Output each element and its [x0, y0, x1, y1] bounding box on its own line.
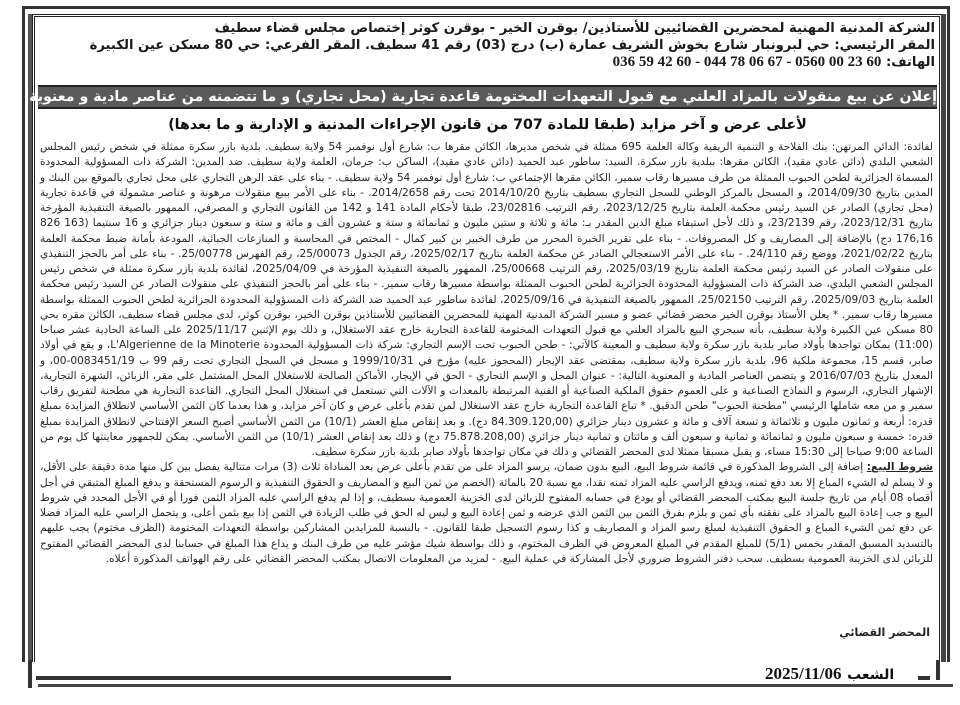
footer-rule-left	[36, 676, 451, 680]
notice-title: إعلان عن بيع منقولات بالمزاد العلني مع قبول التعهدات المختومة قاعدة تجارية (محل تجاري) و ما تتضمنه من عناصر مادية و معنوية	[29, 89, 937, 105]
notice-body	[40, 140, 933, 567]
signature: المحضر القضائي	[839, 626, 930, 639]
footer-border-left	[28, 660, 32, 688]
phone-label: الهاتف:	[885, 55, 935, 70]
footer-border-right	[936, 660, 940, 680]
notice-paragraph-conditions	[40, 460, 933, 567]
phone-numbers: 036 59 42 60 - 044 78 06 67 - 0560 00 23 60	[612, 54, 882, 70]
notice-paragraph-main: لفائدة: الدائن المرتهن: بنك الفلاحة و التنمية الريفية وكالة العلمة 695 ممثلة في شخص مديرها، الكائن مقرها ب: شارع أول نوفمبر 54 ولاية سطيف. بلدية بازر سكرة ممثلة في شخص رئيس المجلس الشعبي البلدي (دائن عادي مقيد)، الكائن مقرها: ببلدية بازر سكرة. السيد: ساطور عبد الحميد (دائن عادي مقيد)، الساكن ب: جرمان، العلمة ولاية سطيف. ضد المدين: الشركة ذات المسؤولية المحدودة المسماة الجزائرية لطحن الحبوب الممثلة من طرف مسيرها رقاب سمير، الكائن مقرها الإجتماعي ب: شارع أول نوفمبر 54 ولاية سطيف. - بناء على عقد الرهن التجاري على محل تجاري بالموقع بين البنك و المدين بتاريخ 2014/09/30، و المسجل بالمركز الوطني للسجل التجاري بسطيف بتاريخ 2014/10/20 تحت رقم 2014/2658. - بناء على الأمر ببيع منقولات مرهونة و عناصر مشمولة في قاعدة تجارية (محل تجاري) الصادر عن السيد رئيس محكمة العلمة بتاريخ 2023/12/25، رقم الترتيب 23/02816، طبقا لأحكام المادة 141 و 142 من القانون التجاري و المصرفي، الممهور بالصيغة التنفيذية المؤرخة بتاريخ 2023/12/31، رقم 23/2139، و ذلك لأجل استيفاء مبلغ الدين المقدر بـ: مائة و ثلاثة و ستين مليون و ثمانمائة و ستة و عشرون ألف و مائة و ستة و سبعون دينار جزائري و 16 سنتيما (163 826 176,16 دج) بالإضافة إلى المصاريف و كل المصروفات. - بناء على تقرير الخبرة المحرر من طرف الخبير بن كبير كمال - المختص في المحاسبة و المنازعات الجبائية، المودعة بأمانة ضبط محكمة العلمة بتاريخ 2021/02/22، ووضع رقم 24/110. - بناء على الأمر الاستعجالي الصادر عن محكمة العلمة بتاريخ 2025/02/17، رقم الجدول 25/00073، رقم الفهرس 25/00778. - بناء على أمر بالحجز التنفيذي على منقولات الصادر عن السيد رئيس محكمة العلمة بتاريخ 2025/03/19، رقم الترتيب 25/00668، الممهور بالصيغة التنفيذية المؤرخة في 2025/04/09، لفائدة بلدية بازر سكرة ممثلة في شخص رئيس المجلس الشعبي البلدي، ضد الشركة ذات المسؤولية المحدودة الجزائرية لطحن الحبوب الممثلة بواسطة مسيرها رقاب سمير. - بناء على أمر بالحجز التنفيذي على منقولات الصادر عن السيد رئيس محكمة العلمة بتاريخ 2025/09/03، رقم الترتيب 25/02150، الممهور بالصيغة التنفيذية في 2025/09/16، لفائدة ساطور عبد الحميد ضد الشركة ذات المسؤولية المحدودة الجزائرية لطحن الحبوب الممثلة بواسطة مسيرها رقاب سمير. * يعلن الأستاذ بوقرن الخير محضر قضائي عضو و مسير الشركة المدنية المهنية للمحضرين القضائيين للأستاذين بوقرن الخير، بوقرن كوثر، لدى مجلس قضاء سطيف، الكائن مقره بحي 80 مسكن عين الكبيرة ولاية سطيف، بأنه سيجري البيع بالمزاد العلني مع قبول التعهدات المختومة للقاعدة التجارية خارج عقد الاستغلال، و ذلك يوم الإثنين 2025/11/17 على الساعة الحادية عشر صباحا (11:00) بمكان تواجدها بأولاد صابر بلدية بازر سكرة ولاية سطيف و المعينة كالآتي: - طحن الحبوب تحت الإسم التجاري: شركة ذات المسؤولية المحدودة L'Algerienne de la Minoterie، و يقع في أولاد صابر، قسم 15، مجموعة ملكية 96، بلدية بازر سكرة ولاية سطيف، بمقتضى عقد الإيجار (المحجوز عليه) مؤرخ في 1999/10/31 و مسجل في السجل التجاري تحت رقم 99 ب 0083451/19-00، و المعدل بتاريخ 2016/07/03 و يتضمن العناصر المادية و المعنوية التالية: - عنوان المحل و الإسم التجاري - الحق في الإيجار، الأماكن الصالحة للاستغلال المحل المشتمل على مقر، الزبائن، الشهرة التجارية، الإشهار التجاري، الرسوم و النماذج الصناعية و على العموم حقوق الملكية الصناعية أو الفنية المرتبطة بالمعدات و الآلات التي تستعمل في استغلال المحل التجاري. القاعدة التجارية هي مطحنة لتفريق رقاب سمير و من معه شاملها الرئيسي "مطحنة الحبوب" طحن الدقيق. * تباع القاعدة التجارية خارج عقد الاستغلال لمن تقدم بأعلى عرض و كان آخر مزايد، و هذا بعدما كان الثمن الأساسي لانطلاق المزايدة بمبلغ قدره: أربعة و ثمانون مليون و ثلاثمائة و تسعة آلاف و مائة و عشرون دينار جزائري (84.309.120,00 دج). و بعد إنقاص مبلغ العشر (10/1) من الثمن الأساسي أصبح السعر الإفتتاحي لانطلاق المزايدة بمبلغ قدره: خمسة و سبعون مليون و ثمانمائة و ثمانية و سبعون ألف و مائتان و ثمانية دينار جزائري (75.878.208,00 دج) و ذلك بعد إنقاص العشر (10/1) من الثمن الأساسي. يمكن للجمهور معاينتها كل يوم من الساعة 9:00 صباحا إلى 15:30 مساء، و يقبل مسبقا ممثلا لدى المحضر القضائي و ذلك في مكان تواجدها بأولاد صابر بلدية بازر سكرة سطيف.	[40, 141, 934, 458]
company-name: الشركة المدنية المهنية لمحضرين القضائيين للأستاذين/ بوقرن الخير - بوقرن كوثر إختصاص مجلس قضاء سطيف	[214, 21, 935, 36]
publication-date: 2025/11/06	[765, 664, 842, 683]
newspaper-name: الشعب	[847, 667, 895, 683]
bottom-rule	[38, 684, 953, 687]
footer-rule-right	[918, 676, 930, 680]
company-address: المقر الرئيسي: حي لبرونبار شارع بخوش الشريف عمارة (ب) درج (03) رقم 41 سطيف. المقر الفرعي: حي 80 مسكن عين الكبيرة	[89, 38, 935, 53]
border-shadow-left	[28, 14, 32, 662]
phone-line	[40, 54, 935, 71]
notice-subtitle: لأعلى عرض و آخر مزايد (طبقا للمادة 707 من قانون الإجراءات المدنية و الإدارية و ما بعدها)	[168, 117, 807, 133]
conditions-text: إضافة إلى الشروط المذكورة في قائمة شروط البيع، البيع بدون ضمان، يرسو المزاد على من تقدم بأعلى عرض بعد المناداة ثلاث (3) مرات متتالية يفصل بين كل منها مدة دقيقة على الأقل، و لا يسلم له الشيء المباع إلا بعد دفع ثمنه، ويدفع الراسي عليه المزاد ثمنه نقدا، مع نسبة 20 بالمائة (الخصم من ثمن البيع و المصاريف و الحقوق التنفيذية و الرسوم المستحقة و يدفع المبلغ المتبقي في أجل أقصاه 08 أيام من تاريخ جلسة البيع بمكتب المحضر القضائي أو يودع في حسابه المفتوح للزبائن لدى الخزينة العمومية بسطيف، و إذا لم يدفع الراسي عليه المزاد الثمن فورا أو في الأجل المحدد في شروط البيع و جب إعادة البيع بالمزاد على نفقته بأي ثمن و يلزم بفرق الثمن بين الثمن الذي عرضه و ثمن إعادة البيع و ليس له الحق في طلب الزيادة في الثمن إذا بيع بثمن أعلى، و يتحمل الراسي عليه المزاد فضلا عن دفع ثمن الشيء المباع و الحقوق التنفيذية لمبلغ رسو المزاد و المصاريف و كذا رسوم التسجيل طبقا للقانون. - بالنسبة للمزايدين المشاركين بواسطة التعهدات المختومة (الظرف مختوم) يجب عليهم بالتسديد المسبق المقدر بخمس (5/1) للمبلغ المقدم في المبلغ المعروض في الظرف المختوم، و ذلك بواسطة شيك مؤشر عليه من طرف البنك و يداع هذا المبلغ في حسابنا لدى المحضر القضائي المفتوح للزبائن لدى الخزينة العمومية بسطيف. سحب دفتر الشروط ضروري لأجل المشاركة في عملية البيع. - لمزيد من المعلومات الاتصال بمكتب المحضر القضائي على رقم الهواتف المذكورة أعلاه.	[40, 461, 934, 565]
notice-title-band	[29, 85, 937, 109]
conditions-label: شروط البيع:	[866, 461, 934, 474]
publication-stamp	[765, 664, 894, 684]
border-shadow-right	[941, 14, 946, 662]
notice-header	[40, 20, 935, 71]
